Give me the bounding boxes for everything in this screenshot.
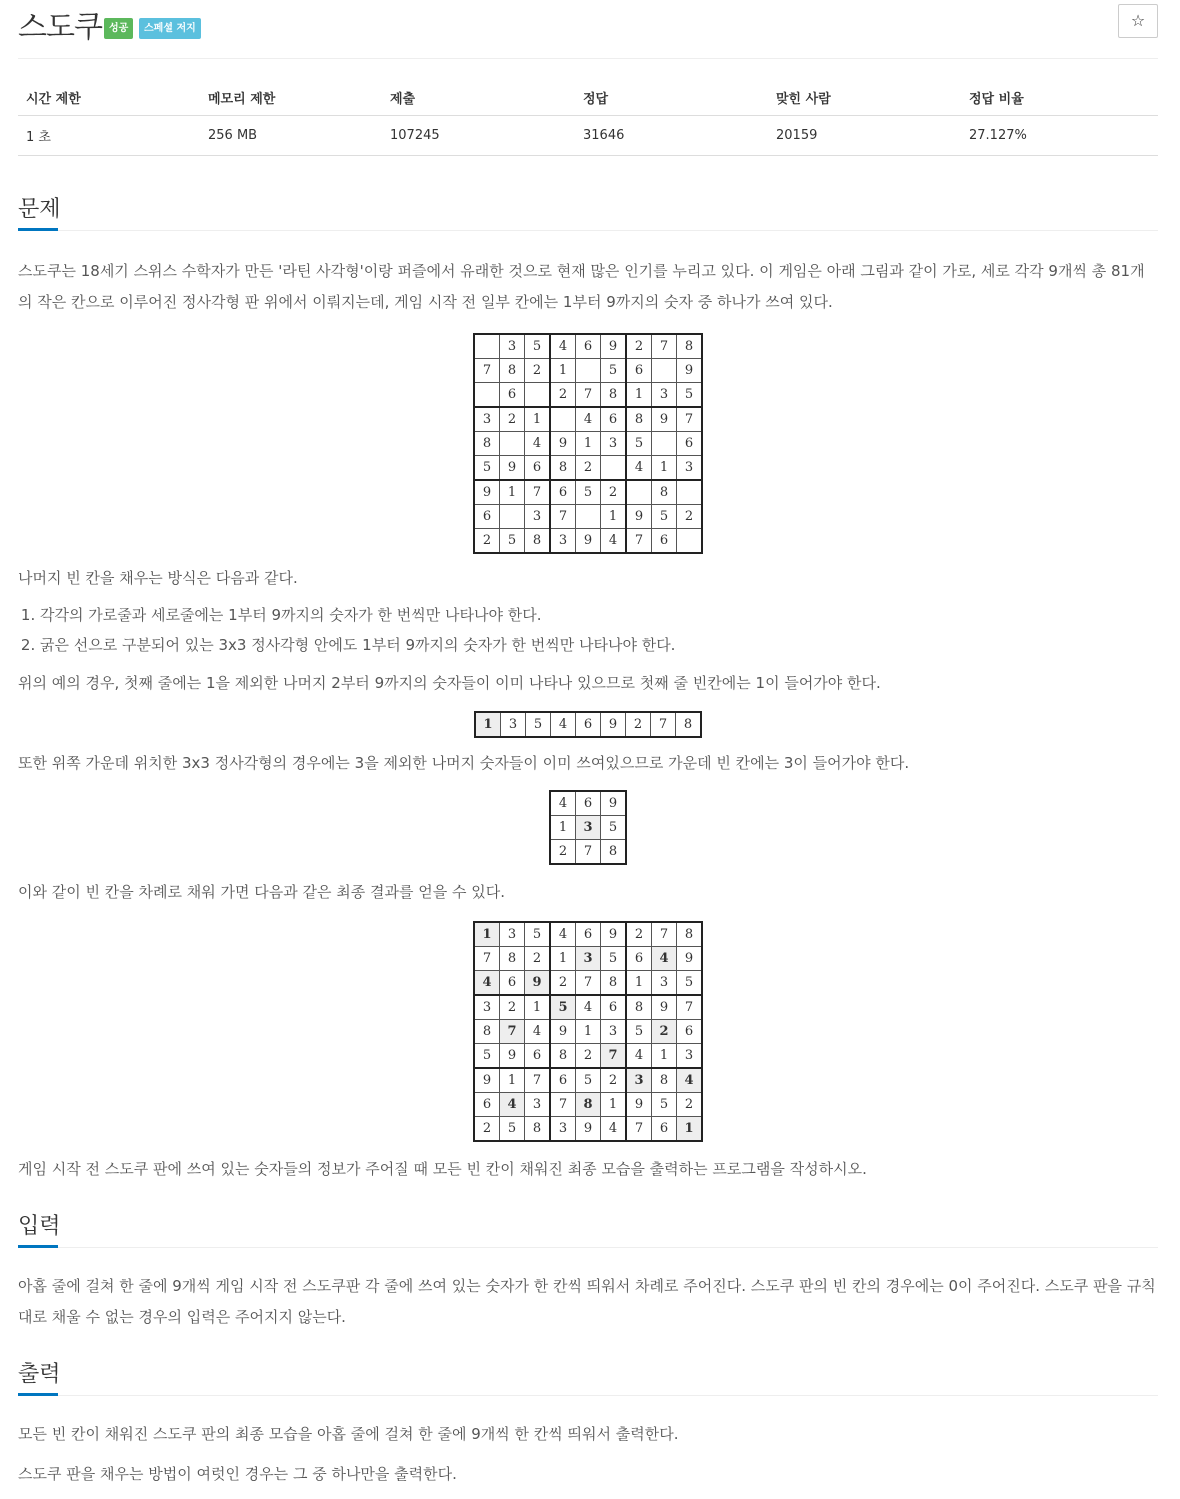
grid-cell: 2 xyxy=(550,383,576,408)
grid-cell: 2 xyxy=(500,407,525,432)
grid-cell: 3 xyxy=(601,1020,627,1044)
rule-item: 1. 각각의 가로줄과 세로줄에는 1부터 9까지의 숫자가 한 번씩만 나타나야 한다. xyxy=(40,600,1158,630)
grid-cell: 7 xyxy=(576,840,601,865)
grid-cell: 7 xyxy=(576,383,601,408)
grid-cell: 7 xyxy=(525,480,551,505)
grid-cell: 3 xyxy=(500,922,525,947)
grid-row xyxy=(474,947,702,971)
status-badge-success: 성공 xyxy=(104,18,133,39)
grid-cell xyxy=(500,432,525,456)
grid-cell: 6 xyxy=(550,1068,576,1093)
problem-text-4: 또한 위쪽 가운데 위치한 3x3 정사각형의 경우에는 3을 제외한 나머지 숫자들이 이미 쓰여있으므로 가운데 빈 칸에는 3이 들어가야 한다. xyxy=(18,754,910,772)
favorite-star-button[interactable] xyxy=(1118,4,1158,38)
grid-cell: 5 xyxy=(576,1068,601,1093)
grid-cell: 5 xyxy=(601,947,627,971)
solution-grid-wrap xyxy=(18,921,1158,1142)
grid-cell: 2 xyxy=(626,712,651,737)
grid-cell: 1 xyxy=(576,432,601,456)
grid-cell: 5 xyxy=(474,456,500,481)
grid-cell: 7 xyxy=(652,922,677,947)
grid-cell: 7 xyxy=(550,1093,576,1117)
grid-cell: 7 xyxy=(474,947,500,971)
grid-cell: 5 xyxy=(525,334,551,359)
grid-cell xyxy=(500,505,525,529)
grid-cell: 2 xyxy=(550,971,576,996)
info-header-submit: 제출 xyxy=(382,78,575,116)
grid-cell: 4 xyxy=(626,1044,652,1069)
grid-cell: 1 xyxy=(525,407,551,432)
grid-row xyxy=(474,995,702,1020)
grid-cell: 9 xyxy=(601,922,627,947)
grid-cell: 2 xyxy=(576,456,601,481)
problem-section-header xyxy=(18,186,1158,231)
grid-cell: 8 xyxy=(652,1068,677,1093)
grid-cell: 5 xyxy=(601,816,627,840)
grid-row xyxy=(550,840,626,865)
grid-cell: 6 xyxy=(677,1020,703,1044)
grid-row xyxy=(474,1117,702,1142)
info-solved: 20159 xyxy=(768,116,961,156)
page-title: 스도쿠 xyxy=(18,10,102,45)
grid-cell: 5 xyxy=(576,480,601,505)
grid-cell: 3 xyxy=(550,1117,576,1142)
grid-cell: 2 xyxy=(626,334,652,359)
grid-cell: 3 xyxy=(576,816,601,840)
grid-cell: 2 xyxy=(525,359,551,383)
grid-cell: 8 xyxy=(550,1044,576,1069)
grid-cell: 8 xyxy=(676,712,702,737)
grid-cell: 4 xyxy=(576,407,601,432)
grid-cell: 6 xyxy=(550,480,576,505)
grid-cell: 3 xyxy=(501,712,526,737)
grid-cell: 9 xyxy=(576,1117,601,1142)
grid-cell: 2 xyxy=(601,1068,627,1093)
grid-cell: 4 xyxy=(626,456,652,481)
grid-cell: 8 xyxy=(652,480,677,505)
grid-cell: 1 xyxy=(500,1068,525,1093)
grid-cell: 9 xyxy=(601,791,627,816)
grid-cell: 9 xyxy=(601,334,627,359)
grid-cell: 5 xyxy=(677,971,703,996)
row-example-grid xyxy=(474,711,702,738)
grid-cell: 8 xyxy=(474,1020,500,1044)
grid-cell: 2 xyxy=(652,1020,677,1044)
grid-cell: 3 xyxy=(652,383,677,408)
info-header-accepted: 정답 xyxy=(575,78,768,116)
solution-grid xyxy=(473,921,703,1142)
section-underline xyxy=(18,1245,58,1248)
grid-cell: 7 xyxy=(500,1020,525,1044)
grid-cell xyxy=(626,480,652,505)
info-header-memory: 메모리 제한 xyxy=(200,78,382,116)
output-section-title: 출력 xyxy=(18,1362,61,1387)
output-text-2: 스도쿠 판을 채우는 방법이 여럿인 경우는 그 중 하나만을 출력한다. xyxy=(18,1465,457,1483)
grid-cell: 2 xyxy=(601,480,627,505)
grid-cell: 1 xyxy=(652,1044,677,1069)
info-header-solved: 맞힌 사람 xyxy=(768,78,961,116)
grid-cell: 1 xyxy=(601,1093,627,1117)
rules-list xyxy=(18,600,1158,660)
grid-cell xyxy=(474,383,500,408)
grid-cell: 8 xyxy=(500,359,525,383)
grid-cell: 2 xyxy=(576,1044,601,1069)
grid-cell: 1 xyxy=(652,456,677,481)
grid-cell: 9 xyxy=(626,1093,652,1117)
grid-cell: 3 xyxy=(474,995,500,1020)
info-memory: 256 MB xyxy=(200,116,382,156)
grid-cell: 8 xyxy=(474,432,500,456)
grid-cell: 4 xyxy=(525,432,551,456)
grid-row xyxy=(475,712,701,737)
grid-cell xyxy=(576,505,601,529)
grid-row xyxy=(474,1020,702,1044)
problem-text-3: 위의 예의 경우, 첫째 줄에는 1을 제외한 나머지 2부터 9까지의 숫자들이 이미 나타나 있으므로 첫째 줄 빈칸에는 1이 들어가야 한다. xyxy=(18,674,881,692)
grid-cell: 4 xyxy=(677,1068,703,1093)
grid-cell: 2 xyxy=(474,1117,500,1142)
grid-cell: 3 xyxy=(626,1068,652,1093)
grid-cell: 5 xyxy=(474,1044,500,1069)
grid-cell: 6 xyxy=(626,947,652,971)
grid-cell: 7 xyxy=(652,334,677,359)
section-underline xyxy=(18,1393,58,1396)
grid-cell: 3 xyxy=(500,334,525,359)
grid-cell: 5 xyxy=(601,359,627,383)
grid-cell: 7 xyxy=(651,712,676,737)
input-section xyxy=(18,1203,1158,1333)
grid-cell: 9 xyxy=(601,712,626,737)
grid-cell: 6 xyxy=(601,995,627,1020)
grid-cell: 3 xyxy=(677,456,703,481)
grid-cell: 3 xyxy=(525,505,551,529)
grid-cell: 9 xyxy=(677,947,703,971)
grid-cell: 3 xyxy=(677,1044,703,1069)
grid-row xyxy=(474,359,702,383)
grid-cell: 6 xyxy=(652,529,677,554)
grid-cell: 2 xyxy=(550,840,576,865)
grid-cell: 7 xyxy=(601,1044,627,1069)
grid-cell: 1 xyxy=(601,505,627,529)
grid-cell: 7 xyxy=(525,1068,551,1093)
grid-cell: 9 xyxy=(550,1020,576,1044)
grid-cell: 9 xyxy=(474,1068,500,1093)
grid-cell: 5 xyxy=(626,1020,652,1044)
grid-cell: 6 xyxy=(601,407,627,432)
grid-cell: 4 xyxy=(474,971,500,996)
problem-text-1: 스도쿠는 18세기 스위스 수학자가 만든 '라틴 사각형'이랑 퍼즐에서 유래한 것으로 현재 많은 인기를 누리고 있다. 이 게임은 아래 그림과 같이 가로, 세로 각각 9개씩 총 81개의 작은 칸으로 이루어진 정사각형 판 위에서 이뤄지는데, 게임 시작 전 일부 칸에는 1부터 9까지의 숫자 중 하나가 쓰여 있다. xyxy=(18,262,1145,311)
grid-cell: 8 xyxy=(601,383,627,408)
grid-cell: 6 xyxy=(677,432,703,456)
info-accepted: 31646 xyxy=(575,116,768,156)
box-example-grid xyxy=(549,790,627,865)
grid-cell: 3 xyxy=(576,947,601,971)
input-text: 아홉 줄에 걸쳐 한 줄에 9개씩 게임 시작 전 스도쿠판 각 줄에 쓰여 있는 숫자가 한 칸씩 띄워서 차례로 주어진다. 스도쿠 판의 빈 칸의 경우에는 0이 주어진다. 스도쿠 판을 규칙대로 채울 수 없는 경우의 입력은 주어지지 않는다. xyxy=(18,1277,1156,1326)
grid-cell: 9 xyxy=(652,407,677,432)
grid-cell: 5 xyxy=(550,995,576,1020)
grid-row xyxy=(474,432,702,456)
info-ratio: 27.127% xyxy=(961,116,1158,156)
grid-cell: 8 xyxy=(550,456,576,481)
grid-cell xyxy=(677,529,703,554)
grid-cell: 4 xyxy=(601,529,627,554)
grid-cell: 4 xyxy=(550,791,576,816)
row-example-wrap xyxy=(18,711,1158,738)
grid-cell xyxy=(525,383,551,408)
grid-cell: 1 xyxy=(576,1020,601,1044)
grid-row xyxy=(474,334,702,359)
grid-cell: 9 xyxy=(576,529,601,554)
grid-cell: 6 xyxy=(474,505,500,529)
grid-cell: 6 xyxy=(576,791,601,816)
grid-cell: 1 xyxy=(550,359,576,383)
grid-row xyxy=(474,922,702,947)
grid-cell: 4 xyxy=(500,1093,525,1117)
section-underline xyxy=(18,228,58,231)
grid-cell: 6 xyxy=(626,359,652,383)
grid-row xyxy=(474,529,702,554)
grid-cell xyxy=(652,359,677,383)
grid-cell: 2 xyxy=(525,947,551,971)
grid-row xyxy=(550,791,626,816)
grid-row xyxy=(550,816,626,840)
grid-cell xyxy=(550,407,576,432)
grid-cell: 9 xyxy=(652,995,677,1020)
rule-item: 2. 굵은 선으로 구분되어 있는 3x3 정사각형 안에도 1부터 9까지의 숫자가 한 번씩만 나타나야 한다. xyxy=(40,630,1158,660)
grid-cell: 9 xyxy=(626,505,652,529)
grid-cell: 8 xyxy=(677,334,703,359)
grid-cell: 5 xyxy=(652,505,677,529)
info-submit: 107245 xyxy=(382,116,575,156)
grid-cell: 5 xyxy=(677,383,703,408)
grid-row xyxy=(474,1093,702,1117)
grid-cell: 8 xyxy=(525,529,551,554)
grid-cell: 9 xyxy=(550,432,576,456)
grid-cell: 2 xyxy=(500,995,525,1020)
problem-section xyxy=(18,186,1158,1185)
grid-cell: 5 xyxy=(500,529,525,554)
grid-cell: 1 xyxy=(626,971,652,996)
problem-text-2: 나머지 빈 칸을 채우는 방식은 다음과 같다. xyxy=(18,569,298,587)
grid-cell: 2 xyxy=(474,529,500,554)
grid-cell: 1 xyxy=(475,712,501,737)
output-text-1: 모든 빈 칸이 채워진 스도쿠 판의 최종 모습을 아홉 줄에 걸쳐 한 줄에 9개씩 한 칸씩 띄워서 출력한다. xyxy=(18,1425,679,1443)
grid-cell: 8 xyxy=(576,1093,601,1117)
puzzle-grid-wrap xyxy=(18,333,1158,554)
grid-cell: 9 xyxy=(500,1044,525,1069)
info-header-row xyxy=(18,78,1158,116)
grid-cell: 5 xyxy=(652,1093,677,1117)
grid-cell xyxy=(677,480,703,505)
grid-cell: 6 xyxy=(525,456,551,481)
problem-text-6: 게임 시작 전 스도쿠 판에 쓰여 있는 숫자들의 정보가 주어질 때 모든 빈 칸이 채워진 최종 모습을 출력하는 프로그램을 작성하시오. xyxy=(18,1160,867,1178)
grid-row xyxy=(474,971,702,996)
grid-cell: 9 xyxy=(474,480,500,505)
grid-cell: 5 xyxy=(526,712,551,737)
grid-cell: 4 xyxy=(601,1117,627,1142)
grid-cell: 1 xyxy=(677,1117,703,1142)
grid-cell: 2 xyxy=(677,1093,703,1117)
grid-row xyxy=(474,456,702,481)
grid-cell: 8 xyxy=(500,947,525,971)
grid-cell: 6 xyxy=(500,383,525,408)
grid-cell: 7 xyxy=(677,407,703,432)
grid-cell: 8 xyxy=(626,995,652,1020)
grid-cell: 6 xyxy=(576,334,601,359)
output-section xyxy=(18,1351,1158,1490)
input-section-title: 입력 xyxy=(18,1214,61,1239)
grid-cell: 3 xyxy=(525,1093,551,1117)
problem-text-5: 이와 같이 빈 칸을 차례로 채워 가면 다음과 같은 최종 결과를 얻을 수 있다. xyxy=(18,883,505,901)
info-header-time: 시간 제한 xyxy=(18,78,200,116)
grid-row xyxy=(474,480,702,505)
grid-cell: 4 xyxy=(652,947,677,971)
grid-cell: 4 xyxy=(551,712,576,737)
grid-cell: 5 xyxy=(500,1117,525,1142)
info-time: 1 초 xyxy=(18,116,200,156)
grid-row xyxy=(474,1044,702,1069)
grid-cell xyxy=(474,334,500,359)
problem-info-table xyxy=(18,78,1158,156)
grid-cell: 7 xyxy=(626,529,652,554)
grid-row xyxy=(474,383,702,408)
grid-cell: 1 xyxy=(525,995,551,1020)
grid-cell: 3 xyxy=(474,407,500,432)
grid-cell: 6 xyxy=(474,1093,500,1117)
grid-cell: 4 xyxy=(550,334,576,359)
grid-cell: 2 xyxy=(677,505,703,529)
grid-row xyxy=(474,407,702,432)
grid-cell: 5 xyxy=(626,432,652,456)
grid-cell: 7 xyxy=(576,971,601,996)
problem-header xyxy=(18,0,1158,59)
grid-cell: 1 xyxy=(474,922,500,947)
grid-cell: 1 xyxy=(550,816,576,840)
grid-cell: 8 xyxy=(525,1117,551,1142)
star-icon: ☆ xyxy=(1130,11,1146,30)
grid-cell: 2 xyxy=(626,922,652,947)
output-section-header xyxy=(18,1351,1158,1396)
grid-cell: 7 xyxy=(474,359,500,383)
grid-cell: 1 xyxy=(626,383,652,408)
input-section-header xyxy=(18,1203,1158,1248)
grid-cell: 9 xyxy=(500,456,525,481)
status-badge-special-judge: 스페셜 저지 xyxy=(139,18,201,39)
info-value-row xyxy=(18,116,1158,156)
grid-row xyxy=(474,1068,702,1093)
grid-cell: 3 xyxy=(601,432,627,456)
grid-cell: 7 xyxy=(626,1117,652,1142)
grid-cell: 5 xyxy=(525,922,551,947)
grid-cell xyxy=(576,359,601,383)
grid-cell: 3 xyxy=(550,529,576,554)
grid-cell: 6 xyxy=(576,712,601,737)
info-header-ratio: 정답 비율 xyxy=(961,78,1158,116)
grid-cell: 8 xyxy=(677,922,703,947)
grid-cell: 6 xyxy=(652,1117,677,1142)
grid-cell: 7 xyxy=(677,995,703,1020)
grid-cell: 6 xyxy=(525,1044,551,1069)
grid-cell: 3 xyxy=(652,971,677,996)
grid-cell: 6 xyxy=(576,922,601,947)
grid-cell xyxy=(652,432,677,456)
grid-cell: 7 xyxy=(550,505,576,529)
grid-cell: 9 xyxy=(677,359,703,383)
grid-cell: 4 xyxy=(525,1020,551,1044)
grid-cell: 6 xyxy=(500,971,525,996)
grid-row xyxy=(474,505,702,529)
grid-cell: 1 xyxy=(550,947,576,971)
grid-cell xyxy=(601,456,627,481)
box-example-wrap xyxy=(18,790,1158,865)
grid-cell: 8 xyxy=(601,840,627,865)
grid-cell: 8 xyxy=(601,971,627,996)
grid-cell: 4 xyxy=(550,922,576,947)
grid-cell: 9 xyxy=(525,971,551,996)
grid-cell: 1 xyxy=(500,480,525,505)
grid-cell: 8 xyxy=(626,407,652,432)
puzzle-grid xyxy=(473,333,703,554)
problem-section-title: 문제 xyxy=(18,197,61,222)
grid-cell: 4 xyxy=(576,995,601,1020)
